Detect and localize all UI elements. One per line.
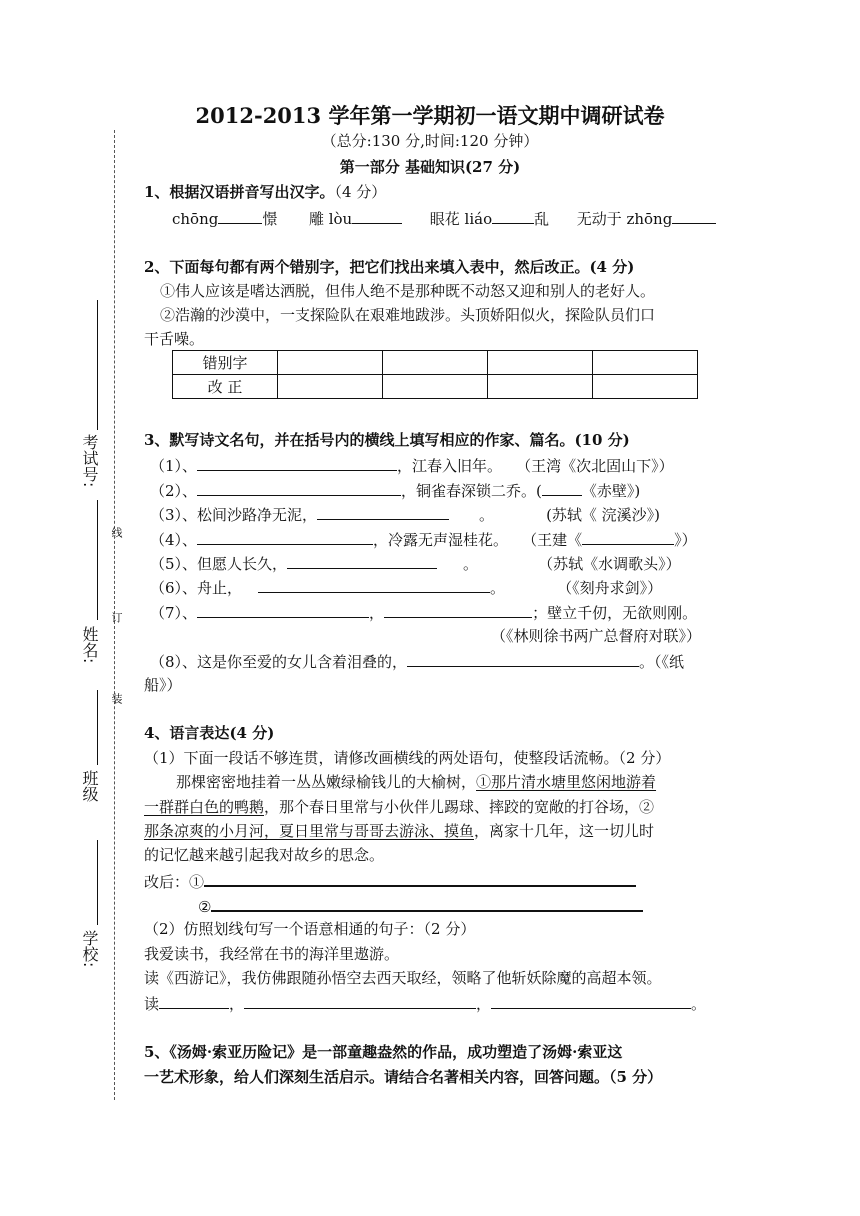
- q3-src-6: （《刻舟求剑》）: [557, 579, 663, 597]
- answer-cell[interactable]: [488, 375, 593, 399]
- q4-p2a-underlined: 一群群白色的鸭鹅: [144, 798, 265, 816]
- q4-para-line-4: 的记忆越来越引起我对故乡的思念。: [144, 846, 385, 864]
- school-line: [97, 840, 98, 925]
- q4-fix2-label: ②: [198, 898, 212, 916]
- q4-period: 。: [691, 995, 707, 1013]
- q3-text-1: ，江春入旧年。: [397, 457, 503, 475]
- q3-blank-6[interactable]: [258, 576, 490, 593]
- q3-dot-3: 。: [479, 506, 495, 524]
- q3-src-4a: （王建《: [522, 531, 583, 549]
- q3-src-2: 《赤壁》): [581, 482, 641, 500]
- page-title: 2012-2013 学年第一学期初一语文期中调研试卷: [195, 103, 665, 128]
- q4-example-1: 我爱读书，我经常在书的海洋里遨游。: [144, 945, 400, 963]
- q4-p1b-underlined: ①那片清水塘里悠闲地游着: [476, 773, 657, 791]
- q4-title: 4、语言表达(4 分): [144, 724, 275, 742]
- q1-score: （4 分）: [334, 183, 387, 201]
- q2-title: 2、下面每句都有两个错别字，把它们找出来填入表中，然后改正。(4 分): [144, 258, 635, 276]
- q3-blank-2[interactable]: [197, 479, 401, 496]
- q3-blank-4[interactable]: [197, 528, 373, 545]
- q3-src-5: （苏轼《水调歌头》）: [538, 555, 681, 573]
- q3-num-1: （1）、: [150, 457, 198, 475]
- table-row: [173, 375, 698, 399]
- q3-text-2: ，铜雀春深锁二乔。(: [401, 482, 542, 500]
- exam-no-label: 考试号:: [80, 434, 99, 488]
- answer-cell[interactable]: [488, 351, 593, 375]
- class-label: 班级: [80, 770, 99, 802]
- school-label: 学校:: [80, 930, 99, 968]
- q3-text-8: （8）、这是你至爱的女儿含着泪叠的，: [150, 653, 408, 671]
- q3-num-2: （2）、: [150, 482, 198, 500]
- q4-imitate-blank-1[interactable]: [159, 992, 229, 1009]
- q3-line-4: [150, 528, 697, 551]
- q3-title: 3、默写诗文名句，并在括号内的横线上填写相应的作家、篇名。(10 分): [144, 431, 630, 449]
- q3-blank-1[interactable]: [197, 454, 397, 471]
- q4-para-line-1: [176, 771, 656, 793]
- bind-char-ding: 订: [110, 612, 123, 623]
- q3-text-7: ；壁立千仞，无欲则刚。: [532, 604, 698, 622]
- answer-cell[interactable]: [383, 351, 488, 375]
- q1-title-row: [144, 181, 386, 203]
- q1-blank-3[interactable]: [492, 207, 534, 224]
- q1-blank-4[interactable]: [672, 207, 716, 224]
- q3-blank-7a[interactable]: [197, 601, 369, 618]
- q3-end-8: 。（《纸: [639, 653, 685, 671]
- q3-text-4: ，冷露无声湿桂花。: [373, 531, 509, 549]
- q4-para-line-3: [144, 820, 654, 842]
- table-label-typo: 错别字: [173, 351, 278, 375]
- q3-line-8-cont: 船》）: [144, 676, 182, 694]
- q3-comma-7: ，: [369, 604, 385, 622]
- name-label: 姓名:: [80, 626, 99, 664]
- q3-num-7: （7）、: [150, 604, 198, 622]
- q2-answer-table: [172, 350, 698, 399]
- q3-src-1: （王湾《次北固山下》）: [516, 457, 674, 475]
- q3-blank-4b[interactable]: [582, 528, 674, 545]
- q1-blank-2[interactable]: [352, 207, 402, 224]
- q4-comma-1: ，: [229, 995, 245, 1013]
- q3-num-4: （4）、: [150, 531, 198, 549]
- answer-cell[interactable]: [278, 351, 383, 375]
- q2-sentence-2a: ②浩瀚的沙漠中，一支探险队在艰难地跋涉。头顶娇阳似火，探险队员们口: [160, 306, 656, 324]
- answer-cell[interactable]: [593, 375, 698, 399]
- q4-p2c: ②: [639, 798, 655, 816]
- class-line: [97, 690, 98, 765]
- q1-item-4: 眼花 liáo: [429, 210, 493, 228]
- q1-item-5: 乱: [534, 210, 550, 228]
- q1-blank-1[interactable]: [218, 207, 262, 224]
- q3-line-1: [150, 454, 674, 477]
- q4-p3b: ，离家十几年，这一切儿时: [474, 822, 655, 840]
- q3-blank-8[interactable]: [407, 650, 639, 667]
- q1-item-1: chōng: [172, 210, 219, 228]
- q3-dot-6: 。: [490, 579, 506, 597]
- q3-src-3: (苏轼《 浣溪沙》): [546, 506, 661, 524]
- bind-char-line: 线: [110, 527, 123, 538]
- q1-item-3: 雕 lòu: [308, 210, 353, 228]
- answer-cell[interactable]: [278, 375, 383, 399]
- q3-src-7: （《林则徐书两广总督府对联》）: [491, 627, 702, 645]
- q3-blank-2b[interactable]: [542, 479, 582, 496]
- q5-line-2: 一艺术形象，给人们深刻生活启示。请结合名著相关内容，回答问题。（5 分）: [144, 1068, 663, 1086]
- q4-comma-2: ，: [476, 995, 492, 1013]
- q2-sentence-1: ①伟人应该是嗜达洒脱，但伟人绝不是那种既不动怒又迎和别人的老好人。: [160, 282, 656, 300]
- answer-cell[interactable]: [593, 351, 698, 375]
- answer-cell[interactable]: [383, 375, 488, 399]
- q4-fix-row-1: [144, 869, 636, 893]
- q1-title: 1、根据汉语拼音写出汉字。: [144, 183, 335, 201]
- q3-blank-7b[interactable]: [384, 601, 532, 618]
- q3-dot-5: 。: [463, 555, 479, 573]
- q4-fix-row-2: [198, 894, 643, 918]
- q4-sub2: （2）仿照划线句写一个语意相通的句子：（2 分）: [144, 920, 476, 938]
- q4-fix-label: 改后：①: [144, 873, 205, 891]
- q4-fix-blank-2[interactable]: [211, 894, 643, 912]
- q1-items: [172, 207, 716, 230]
- q4-imitate-blank-2[interactable]: [244, 992, 476, 1009]
- name-line: [97, 500, 98, 620]
- q4-p1a: 那棵密密地挂着一丛丛嫩绿榆钱儿的大榆树，: [176, 773, 477, 791]
- q4-p2b: ，那个春日里常与小伙伴儿踢球、摔跤的宽敞的打谷场，: [264, 798, 640, 816]
- q4-read-label: 读: [144, 995, 160, 1013]
- q3-blank-5[interactable]: [287, 552, 437, 569]
- q3-num-3: （3）、松间沙路净无泥，: [150, 506, 318, 524]
- q3-num-6: （6）、舟止，: [150, 579, 243, 597]
- bind-char-zhuang: 装: [110, 693, 123, 704]
- q4-sub1: （1）下面一段话不够连贯，请修改画横线的两处语句，使整段话流畅。（2 分）: [144, 749, 671, 767]
- exam-no-line: [97, 300, 98, 430]
- q1-item-2: 憬: [262, 210, 278, 228]
- q4-p3a-underlined: 那条凉爽的小月河，夏日里常与哥哥去游泳、摸鱼: [144, 822, 475, 840]
- q3-line-3: [150, 503, 660, 526]
- q4-para-line-2: [144, 796, 654, 818]
- q4-imitation-row: [144, 992, 706, 1015]
- q2-sentence-2b: 干舌噪。: [144, 330, 205, 348]
- q3-line-6: [150, 576, 662, 599]
- page-subtitle: （总分:130 分,时间:120 分钟）: [321, 132, 539, 150]
- q1-item-6: 无动于 zhōng: [576, 210, 673, 228]
- q4-example-2: 读《西游记》，我仿佛跟随孙悟空去西天取经，领略了他斩妖除魔的高超本领。: [144, 969, 662, 987]
- q4-fix-blank-1[interactable]: [204, 869, 636, 887]
- q3-line-5: [150, 552, 681, 575]
- q3-blank-3[interactable]: [317, 503, 449, 520]
- q3-num-5: （5）、但愿人长久，: [150, 555, 288, 573]
- table-label-correction: 改 正: [173, 375, 278, 399]
- q4-imitate-blank-3[interactable]: [491, 992, 691, 1009]
- q5-line-1: 5、《汤姆·索亚历险记》是一部童趣盎然的作品，成功塑造了汤姆·索亚这: [144, 1043, 623, 1061]
- q3-line-2: [150, 479, 640, 502]
- part-heading: 第一部分 基础知识(27 分): [339, 158, 521, 176]
- table-row: [173, 351, 698, 375]
- q3-line-7: [150, 601, 697, 624]
- q3-src-4b: 》）: [674, 531, 697, 549]
- q3-line-8: [150, 650, 684, 673]
